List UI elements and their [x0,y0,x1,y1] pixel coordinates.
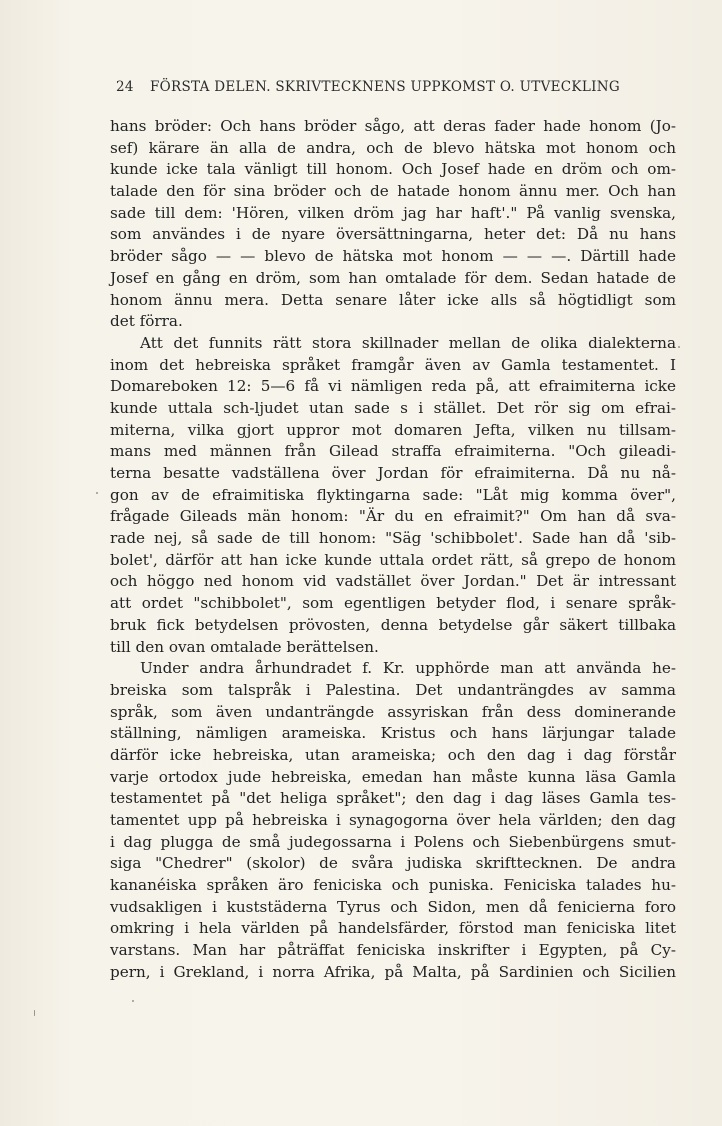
text-line: varje ortodox jude hebreiska, emedan han måste kunna läsa Gamla [110,767,676,786]
text-line: Josef en gång en dröm, som han omtalade för dem. Sedan hatade de [110,268,676,287]
text-line: honom ännu mera. Detta senare låter icke alls så högtidligt som [110,290,676,309]
text-line: rade nej, så sade de till honom: "Säg 'schibbolet'. Sade han då 'sib- [110,529,676,548]
text-line: bruk fick betydelsen prövosten, denna betydelse går säkert tillbaka [110,615,676,634]
text-line: breiska som talspråk i Palestina. Det undanträngdes av samma [110,680,676,699]
text-line: Domareboken 12: 5—6 få vi nämligen reda på, att efraimiterna icke [110,377,676,396]
text-line: sade till dem: 'Hören, vilken dröm jag har haft'." På vanlig svenska, [110,203,676,222]
text-line: omkring i hela världen på handelsfärder, förstod man feniciska litet [110,919,676,938]
text-line: som användes i de nyare översättningarna, heter det: Då nu hans [110,225,676,244]
text-line: varstans. Man har påträffat feniciska inskrifter i Egypten, på Cy- [110,941,676,960]
text-line: därför icke hebreiska, utan arameiska; och den dag i dag förstår [110,745,676,764]
page-number: 24 [116,79,134,95]
text-line: det förra. [110,312,183,331]
text-line: talade den för sina bröder och de hatade honom ännu mer. Och han [110,182,676,201]
text-line: sef) kärare än alla de andra, och de blevo hätska mot honom och [110,138,676,157]
text-line: vudsakligen i kuststäderna Tyrus och Sidon, men då fenicierna foro [110,897,676,916]
text-line: frågade Gileads män honom: "Är du en efraimit?" Om han då sva- [110,507,676,526]
text-line: bröder sågo — — blevo de hätska mot honom — — —. Därtill hade [110,247,676,266]
paper-speck [96,492,98,494]
paragraph-start-line: Att det funnits rätt stora skillnader mellan de olika dialekterna [140,333,676,352]
text-line: terna besatte vadställena över Jordan för efraimiterna. Då nu nå- [110,464,676,482]
text-line: pern, i Grekland, i norra Afrika, på Malta, på Sardinien och Sicilien [110,962,676,981]
text-line: ställning, nämligen arameiska. Kristus och hans lärjungar talade [110,724,676,743]
text-line: språk, som även undanträngde assyriskan från dess dominerande [110,702,676,721]
text-line: att ordet "schibbolet", som egentligen betyder flod, i senare språk- [110,594,676,613]
text-line: miterna, vilka gjort uppror mot domaren Jefta, vilken nu tillsam- [110,420,676,439]
text-line: hans bröder: Och hans bröder sågo, att deras fader hade honom (Jo- [110,117,676,135]
paper-speck [132,1000,134,1002]
text-line: till den ovan omtalade berättelsen. [110,637,379,656]
text-line: siga "Chedrer" (skolor) de svåra judiska skrifttecknen. De andra [110,854,676,873]
text-line: inom det hebreiska språket framgår även av Gamla testamentet. I [110,355,676,374]
text-line: i dag plugga de små judegossarna i Polens och Siebenbürgens smut- [110,832,676,851]
text-line: bolet', därför att han icke kunde uttala ordet rätt, så grepo de honom [110,550,676,569]
running-title: FÖRSTA DELEN. SKRIVTECKNENS UPPKOMST O. UTVECKLING [150,79,620,95]
text-line: gon av de efraimitiska flyktingarna sade: "Låt mig komma över", [110,485,676,504]
text-line: testamentet på "det heliga språket"; den dag i dag läses Gamla tes- [110,789,676,808]
text-line: tamentet upp på hebreiska i synagogorna över hela världen; den dag [110,811,676,829]
text-line: och höggo ned honom vid vadstället över Jordan." Det är intressant [110,572,676,591]
body-text [110,116,676,984]
text-line: kananéiska språken äro feniciska och puniska. Feniciska talades hu- [110,876,676,895]
paragraph-start-line: Under andra århundradet f. Kr. upphörde man att använda he- [140,659,676,678]
text-line: kunde uttala sch-ljudet utan sade s i stället. Det rör sig om efrai- [110,398,676,417]
text-line: mans med männen från Gilead straffa efraimiterna. "Och gileadi- [110,442,676,461]
paper-speck [34,1010,35,1016]
text-line: kunde icke tala vänligt till honom. Och Josef hade en dröm och om- [110,160,676,179]
paper-speck [678,346,680,348]
running-head [116,79,666,95]
